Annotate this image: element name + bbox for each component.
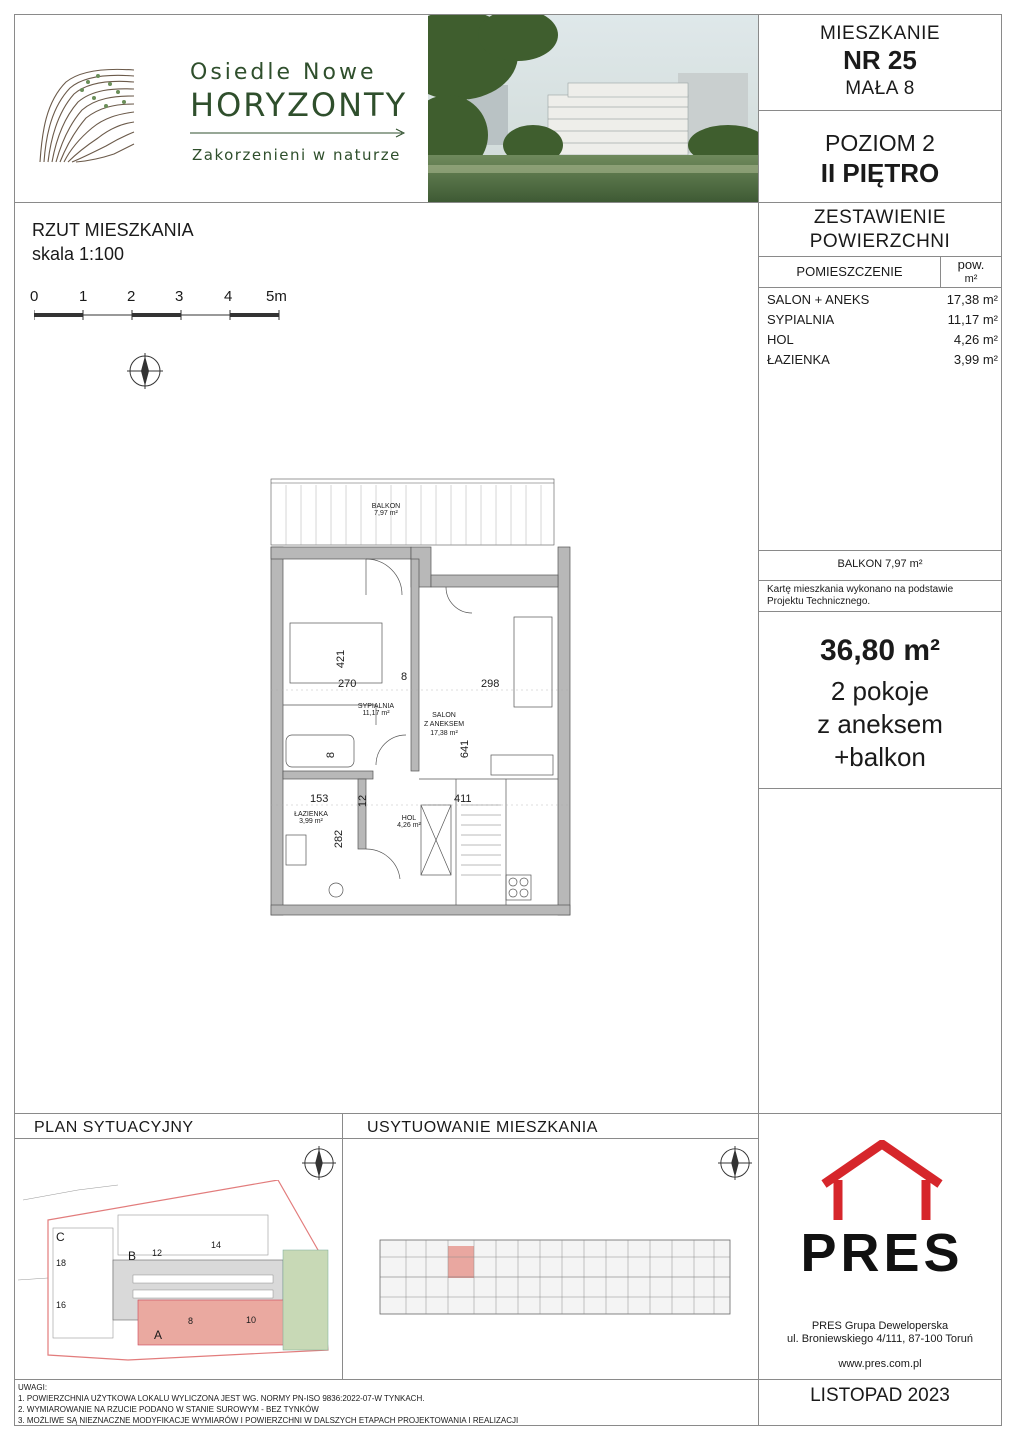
site-label: 16 <box>56 1300 67 1310</box>
notes <box>18 1382 753 1426</box>
scalebar-tick-label: 0 <box>30 288 39 305</box>
room-name: SYPIALNIA <box>767 312 835 327</box>
room-name: HOL <box>767 332 794 347</box>
table-row <box>767 332 998 352</box>
tree-logo-icon <box>36 62 136 166</box>
site-label: 14 <box>211 1240 222 1250</box>
publication-date: LISTOPAD 2023 <box>810 1385 950 1406</box>
table-row <box>767 352 998 372</box>
building-rendering-image <box>428 15 758 202</box>
level-label: POZIOM 2 <box>825 130 935 156</box>
site-label: B <box>128 1249 137 1263</box>
table-row <box>767 292 998 312</box>
room-area: 11,17 m² <box>947 312 998 327</box>
dimension-label: 12 <box>357 794 370 808</box>
dimension-label: 298 <box>481 678 500 690</box>
plan-title: RZUT MIESZKANIA <box>32 220 194 240</box>
site-label: A <box>154 1328 163 1342</box>
balcony-area: BALKON 7,97 m² <box>837 558 923 570</box>
room-area: 17,38 m² <box>946 292 998 307</box>
note-item: 2. WYMIAROWANIE NA RZUCIE PODANO W STANIE SUROWYM - BEZ TYNKÓW <box>18 1405 319 1414</box>
room-area: 4,26 m² <box>953 332 998 347</box>
apartment-address: MAŁA 8 <box>845 78 915 99</box>
dimension-label: 282 <box>333 829 346 849</box>
north-arrow-icon <box>302 1146 336 1180</box>
floor-label: II PIĘTRO <box>820 158 940 188</box>
site-plan-map <box>18 1180 338 1376</box>
room-label-sypialnia: SYPIALNIA 11,17 m² <box>357 703 395 717</box>
scalebar-tick-label: 4 <box>224 288 233 305</box>
room-label-hol: HOL 4,26 m² <box>397 815 421 829</box>
room-label-lazienka: ŁAZIENKA 3,99 m² <box>294 811 328 825</box>
column-area-header-line2: m² <box>964 273 978 285</box>
note-item: 3. MOŻLIWE SĄ NIEZNACZNE MODYFIKACJE WYMIARÓW I POWIERZCHNI W DALSZYCH ETAPACH PROJEKTOWANIA I REALIZACJI <box>18 1416 519 1425</box>
apartment-label: MIESZKANIE <box>819 23 941 44</box>
summary-title-line2: POWIERZCHNI <box>809 231 951 252</box>
dimension-label: 153 <box>310 793 329 805</box>
scalebar-ruler <box>34 308 284 322</box>
room-name: SALON + ANEKS <box>767 292 870 307</box>
area-table <box>767 292 998 372</box>
dimension-label: 270 <box>338 678 357 690</box>
logo-tagline: Zakorzenieni w naturze <box>192 146 401 164</box>
dimension-label: 8 <box>401 671 408 683</box>
site-plan-title: PLAN SYTUACYJNY <box>34 1119 194 1136</box>
logo-line1: Osiedle Nowe <box>190 60 377 85</box>
site-label: C <box>56 1230 65 1244</box>
site-label: 10 <box>246 1315 257 1325</box>
company-address: ul. Broniewskiego 4/111, 87-100 Toruń <box>787 1333 973 1345</box>
rooms-description: 2 pokoje <box>830 676 930 706</box>
column-room-header: POMIESZCZENIE <box>796 264 903 279</box>
total-area: 36,80 m² <box>819 634 941 667</box>
company-name: PRES Grupa Deweloperska <box>811 1320 949 1332</box>
note-item: 1. POWIERZCHNIA UŻYTKOWA LOKALU WYLICZONA JEST WG. NORMY PN-ISO 9836:2022-07-W TYNKACH. <box>18 1394 425 1403</box>
company-website: www.pres.com.pl <box>838 1358 922 1370</box>
site-label: 18 <box>56 1258 67 1268</box>
floor-plan-drawing <box>266 475 578 920</box>
north-arrow-icon <box>718 1146 752 1180</box>
apartment-number: NR 25 <box>843 45 917 75</box>
scalebar-tick-label: 3 <box>175 288 184 305</box>
scalebar-tick-label: 5m <box>266 288 287 305</box>
room-label-balkon: BALKON 7,97 m² <box>371 503 401 517</box>
room-label-salon: SALON Z ANEKSEM 17,38 m² <box>423 712 465 737</box>
house-roof-icon <box>820 1140 944 1224</box>
logo <box>30 50 420 180</box>
location-floor-plan <box>376 1232 736 1322</box>
scalebar <box>26 288 296 328</box>
site-label: 12 <box>152 1248 163 1258</box>
summary-title-line1: ZESTAWIENIE <box>813 207 947 228</box>
dimension-label: 641 <box>459 739 472 759</box>
notes-heading: UWAGI: <box>18 1383 48 1392</box>
plan-scale: skala 1:100 <box>32 244 125 264</box>
kitchen-description: z aneksem <box>817 709 943 739</box>
dimension-label: 8 <box>325 751 338 759</box>
dimension-label: 411 <box>454 793 472 805</box>
dimension-label: 421 <box>335 649 348 669</box>
north-arrow-icon <box>127 353 163 389</box>
location-title: USYTUOWANIE MIESZKANIA <box>367 1119 598 1136</box>
technical-note: Kartę mieszkania wykonano na podstawie Projektu Technicznego. <box>767 584 954 607</box>
pres-logo-text: PRES <box>800 1223 964 1283</box>
column-area-header-line1: pow. <box>957 257 985 272</box>
site-label: 8 <box>188 1316 194 1326</box>
table-row <box>767 312 998 332</box>
room-name: ŁAZIENKA <box>767 352 830 367</box>
scalebar-tick-label: 2 <box>127 288 136 305</box>
floor-plan <box>266 475 578 920</box>
arrow-line-icon <box>190 128 410 138</box>
pres-logo <box>766 1140 998 1290</box>
room-area: 3,99 m² <box>953 352 998 367</box>
balcony-description: +balkon <box>834 742 926 772</box>
scalebar-tick-label: 1 <box>79 288 88 305</box>
logo-line2: HORYZONTY <box>190 86 408 124</box>
